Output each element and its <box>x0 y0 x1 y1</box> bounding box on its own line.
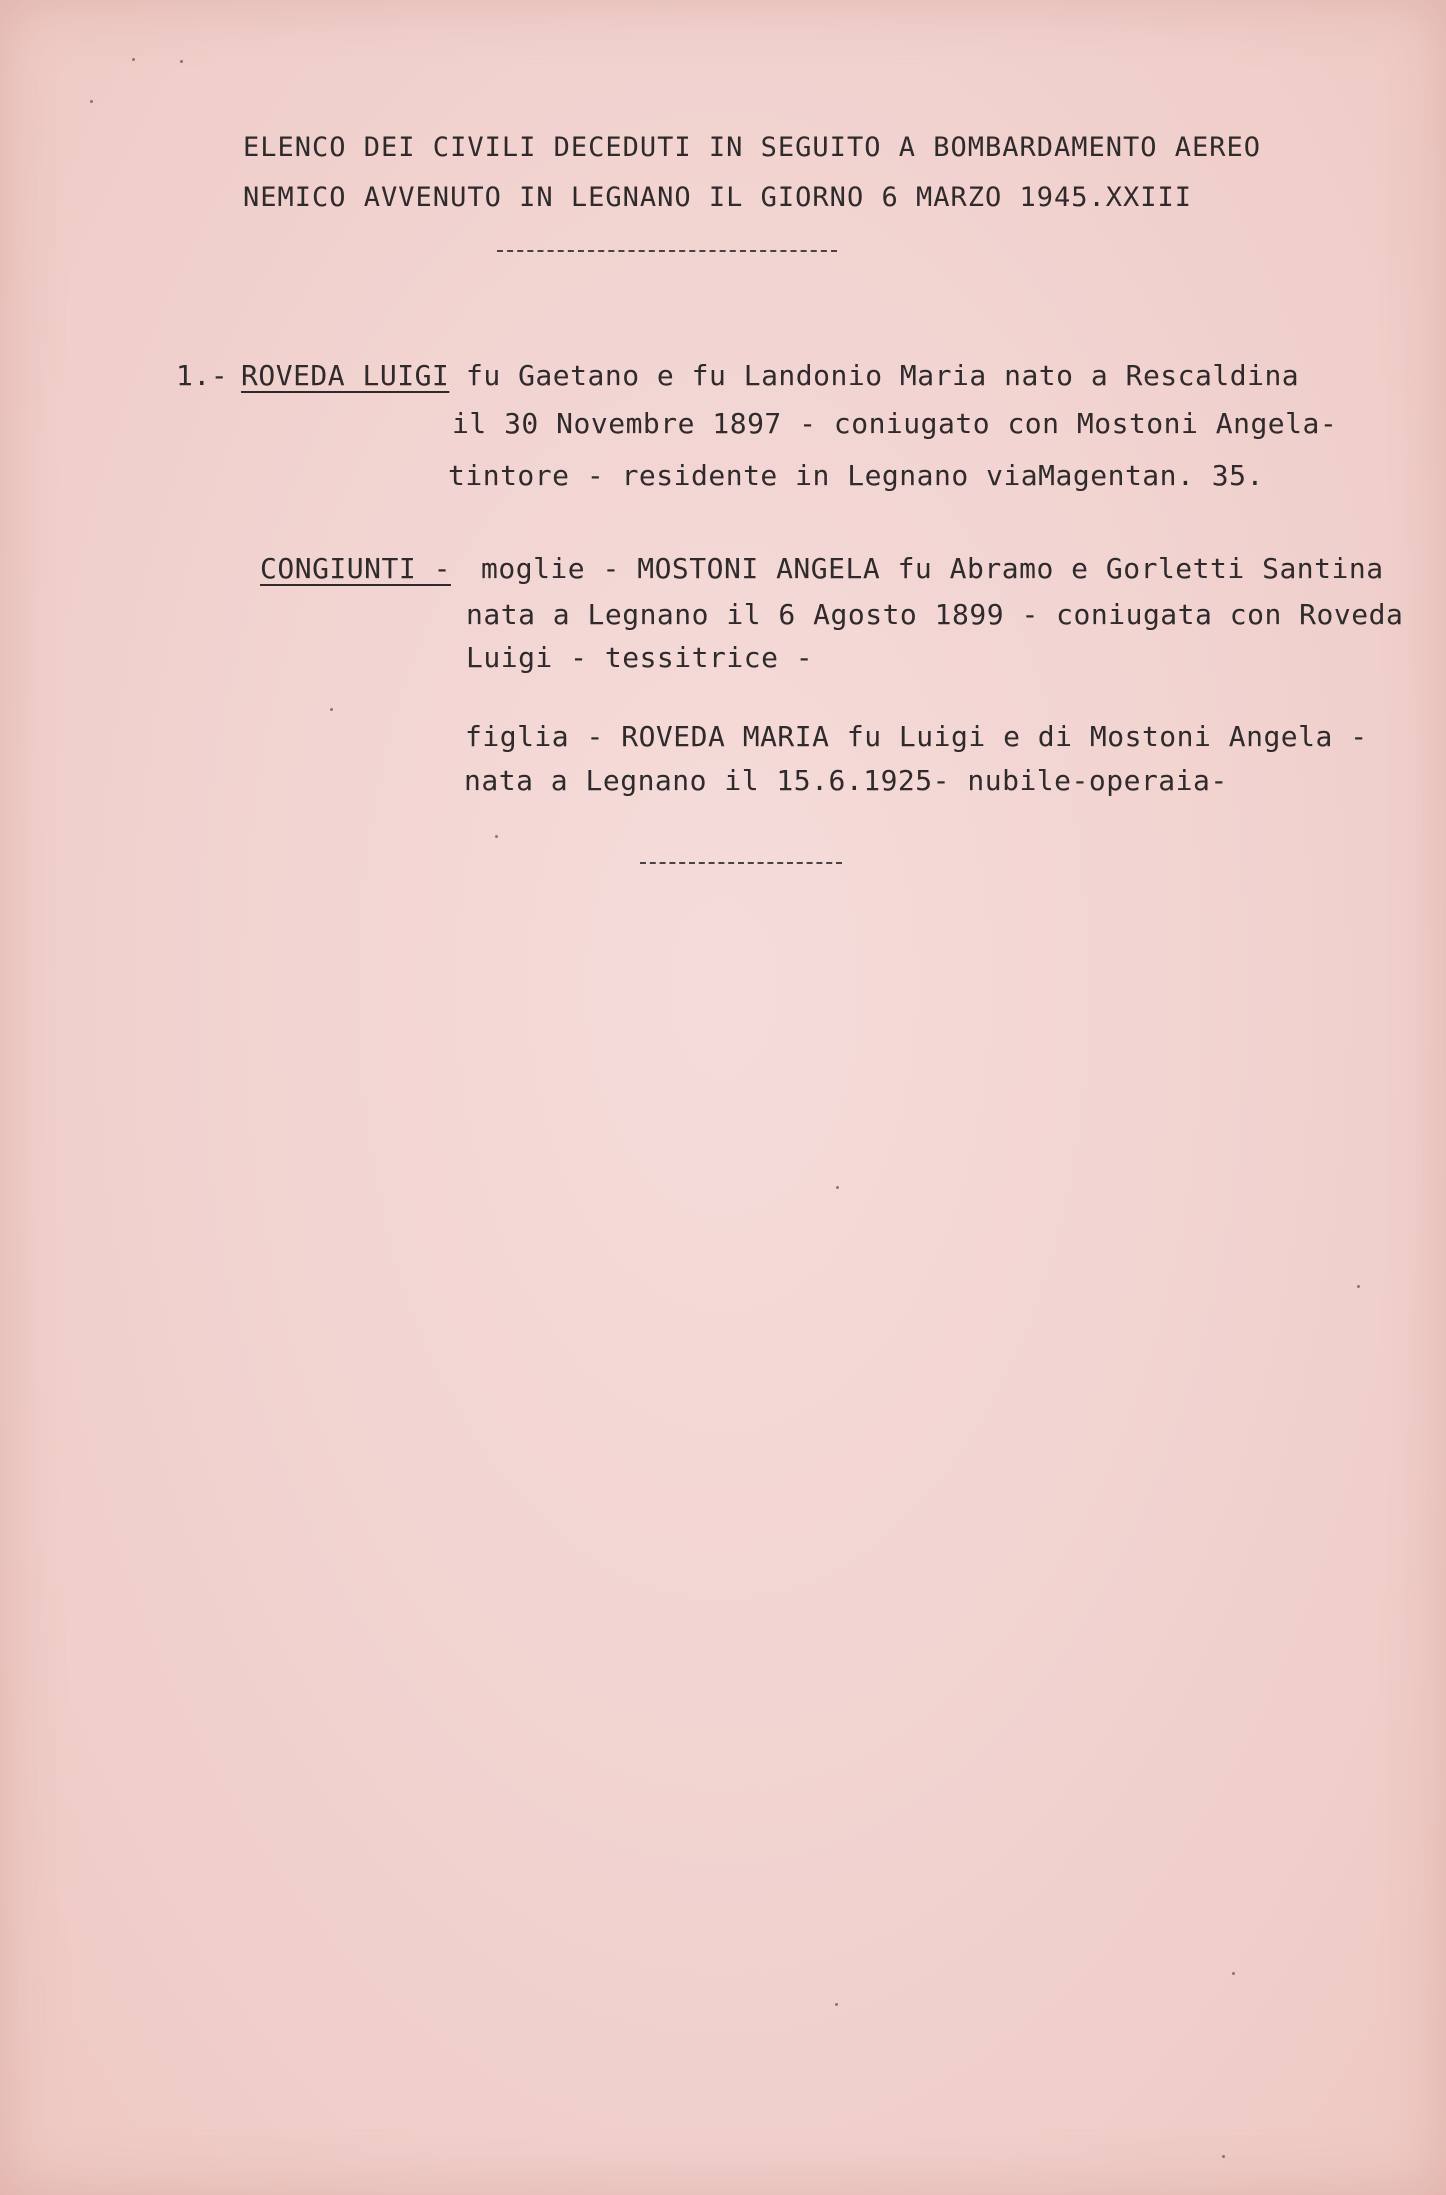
deceased-details-line-3: tintore - residente in Legnano viaMagentan. 35. <box>448 459 1264 492</box>
deceased-details-line-2: il 30 Novembre 1897 - coniugato con Mostoni Angela- <box>452 407 1338 440</box>
wife-details-line-1: moglie - MOSTONI ANGELA fu Abramo e Gorletti Santina <box>481 552 1384 585</box>
paper-speck <box>132 58 135 61</box>
paper-speck <box>495 835 498 838</box>
daughter-details-line-1: figlia - ROVEDA MARIA fu Luigi e di Mostoni Angela - <box>465 720 1368 753</box>
title-separator <box>497 250 837 252</box>
paper-speck <box>90 100 93 103</box>
relatives-label: CONGIUNTI - <box>260 552 451 585</box>
paper-speck <box>1357 1285 1360 1288</box>
entry-number: 1.- <box>176 359 229 392</box>
paper-speck <box>835 2003 838 2006</box>
closing-separator <box>640 862 842 864</box>
daughter-details-line-2: nata a Legnano il 15.6.1925- nubile-operaia- <box>464 764 1228 797</box>
document-title-line-1: ELENCO DEI CIVILI DECEDUTI IN SEGUITO A BOMBARDAMENTO AEREO <box>243 132 1262 163</box>
paper-speck <box>1222 2155 1225 2158</box>
wife-details-line-2: nata a Legnano il 6 Agosto 1899 - coniugata con Roveda <box>466 598 1404 631</box>
deceased-details-line-1: fu Gaetano e fu Landonio Maria nato a Rescaldina <box>466 359 1300 392</box>
paper-speck <box>330 708 333 711</box>
wife-details-line-3: Luigi - tessitrice - <box>466 641 814 674</box>
paper-speck <box>1232 1972 1235 1975</box>
document-title-line-2: NEMICO AVVENUTO IN LEGNANO IL GIORNO 6 MARZO 1945.XXIII <box>243 182 1193 213</box>
paper-speck <box>836 1186 839 1189</box>
deceased-name: ROVEDA LUIGI <box>241 359 450 392</box>
paper-speck <box>180 60 183 63</box>
